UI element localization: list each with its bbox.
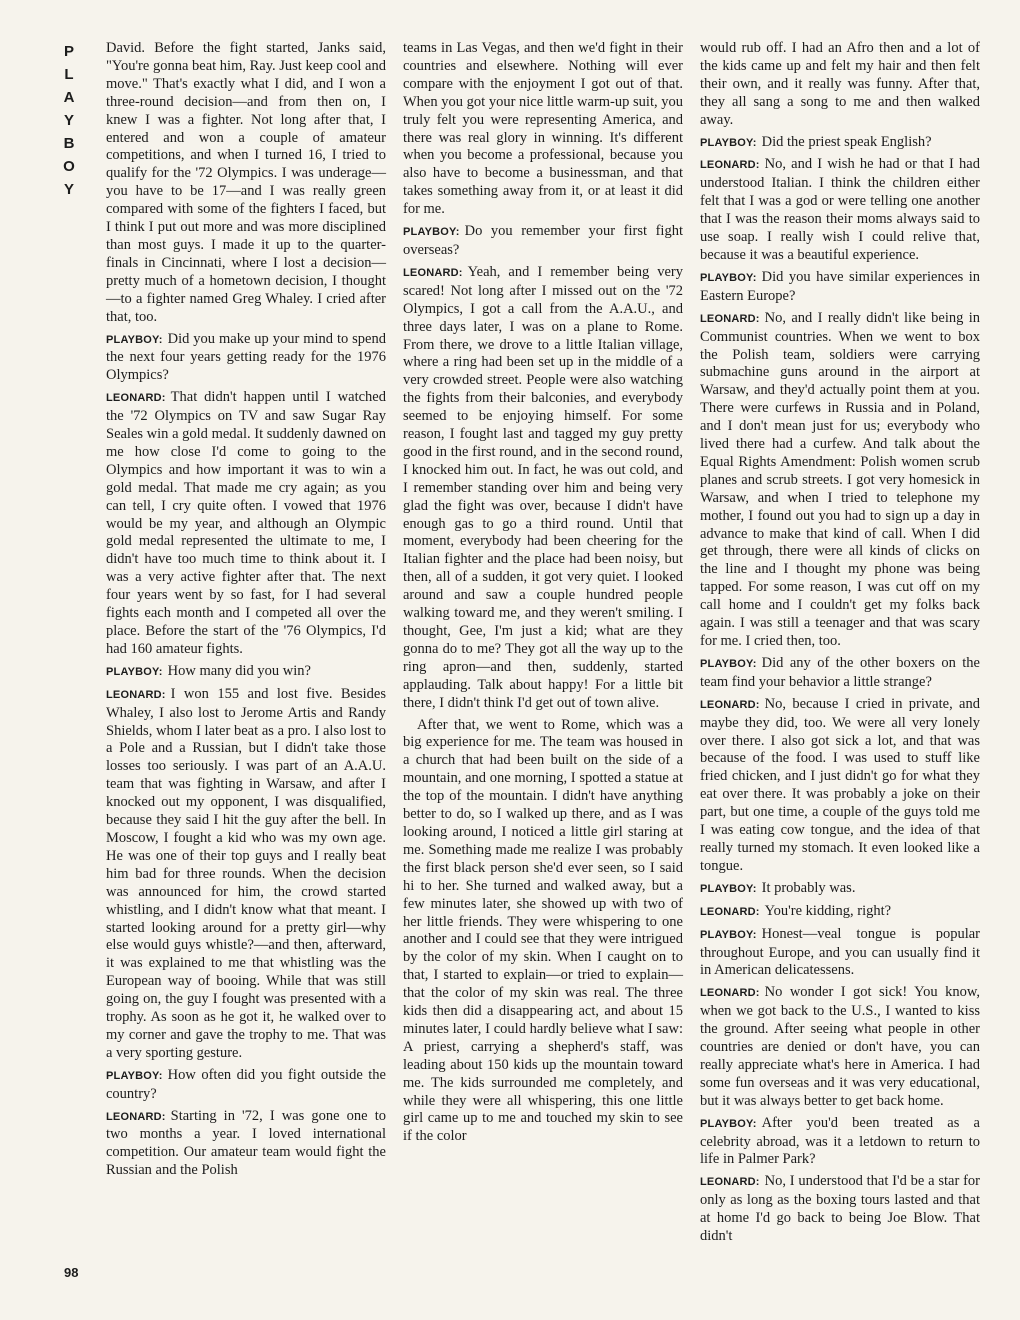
- paragraph-text: No, and I really didn't like being in Communist countries. When we went to box the Polish team, soldiers were carrying submachine guns around in the airport at Warsaw, and they'd actually point them at you. There were curfews in Russia and in Poland, and I don't mean just for us; everybody who lived there had a curfew. And talk about the Equal Rights Amendment: Polish women scrub planes and scrub streets. I got very homesick in Warsaw, and when I tried to telephone my mother, I found out you had to sign up a day in advance to make that kind of call. When I did get through, there were all kinds of clicks on the line and I thought my phone was being tapped. For some reason, I was cut off on my call home and I couldn't get my folks back again. I was still a teenager and that was scary for me. I cried then, too.: [700, 309, 980, 649]
- paragraph: [403, 717, 683, 1147]
- speaker-label: PLAYBOY:: [700, 271, 757, 284]
- paragraph: [700, 984, 980, 1110]
- column-2: [403, 40, 683, 1150]
- page-number: 98: [64, 1265, 79, 1280]
- paragraph-text: It probably was.: [761, 879, 856, 896]
- speaker-label: LEONARD:: [700, 987, 760, 1000]
- paragraph: [106, 40, 386, 327]
- speaker-label: PLAYBOY:: [106, 1069, 163, 1082]
- paragraph-text: I won 155 and lost five. Besides Whaley, I also lost to Jerome Artis and Randy Shields, whom I later beat as a pro. I also lost to a Pole and a Russian, but I didn't take those losses too seriously. I was part of an A.A.U. team that was fighting in Warsaw, and after I knocked out my opponent, I was disqualified, because they said I hit the guy after the bell. In Moscow, I fought a kid who was my own age. He was one of their top guys and I really beat him bad for three rounds. When the decision was announced for him, the crowd started whistling, and I didn't know what that meant. I started looking around for a pretty girl—why else would guys whistle?—and then, afterward, it was explained to me that whistling was the European way of booing. While that was still going on, the guy I fought was presented with a trophy. As soon as he got it, he walked over to my corner and gave the trophy to me. That was a very sporting gesture.: [106, 685, 386, 1061]
- paragraph-text: Honest—veal tongue is popular throughout Europe, and you can usually find it in American delicatessens.: [700, 925, 980, 979]
- speaker-label: PLAYBOY:: [700, 657, 757, 670]
- paragraph-text: Starting in '72, I was gone one to two months a year. I loved international competition. Our amateur team would fight the Russian and the Polish: [106, 1107, 386, 1179]
- speaker-label: LEONARD:: [700, 1176, 760, 1189]
- paragraph-text: Yeah, and I remember being very scared! Not long after I missed out on the '72 Olympics, I got a call from the A.A.U., and three days later, I was on a plane to Rome. From there, we drove to a little Italian village, where a ring had been set up in the middle of a very crowded street. People were also watching the fights from their balconies, and everybody seemed to be enjoying himself. For some reason, I fought last and tagged my guy pretty good in the first round, and in the second round, I knocked him out. In fact, he was out cold, and I remember standing over him and being very glad the fight was over, because I didn't have enough gas to go a third round. Until that moment, everybody had been cheering for the Italian fighter and the place had been noisy, but then, all of a sudden, it got very quiet. I looked around and saw a couple hundred people walking toward me, and they weren't smiling. I thought, Gee, I'm just a kid; what are they gonna do to me? They got all the way up to the ring apron—and then, suddenly, started applauding. Talk about happy! For a little bit there, I didn't think I'd get out of town alive.: [403, 263, 683, 711]
- masthead-letter: O: [63, 158, 75, 175]
- paragraph: [700, 903, 980, 922]
- paragraph: [700, 1115, 980, 1170]
- masthead: [52, 40, 86, 201]
- speaker-label: LEONARD:: [106, 1110, 166, 1123]
- paragraph-text: After you'd been treated as a celebrity abroad, was it a letdown to return to life in Palmer Park?: [700, 1114, 980, 1168]
- paragraph: [700, 696, 980, 876]
- speaker-label: LEONARD:: [700, 159, 760, 172]
- masthead-letter: B: [63, 135, 75, 152]
- paragraph-text: That didn't happen until I watched the '72 Olympics on TV and saw Sugar Ray Seales win a gold medal. It suddenly dawned on me how close I'd come to going to the Olympics and how important it was to win a gold medal. That made me cry again; as you can tell, I cry quite often. I vowed that 1976 would be my year, and although an Olympic gold medal represented the ultimate to me, I didn't have too much time to think about it. I was a very active fighter after that. The next four years went by so fast, for I had several fights each month and I competed all over the place. Before the start of the '76 Olympics, I'd had 160 amateur fights.: [106, 389, 386, 657]
- paragraph: [106, 1108, 386, 1181]
- masthead-letter: Y: [63, 112, 74, 129]
- paragraph-text: Did the priest speak English?: [761, 133, 932, 150]
- paragraph-text: teams in Las Vegas, and then we'd fight in their countries and elsewhere. Nothing will ever compare with the enjoyment I got out of that. When you got your nice little warm-up suit, you truly felt you were representing America, and there was real glory in winning. It's different when you become a professional, because you also have to become a businessman, and that takes something away from it, or at least it did for me.: [403, 40, 683, 218]
- paragraph-text: David. Before the fight started, Janks said, "You're gonna beat him, Ray. Just keep cool and move." That's exactly what I did, and I won a three-round decision—and from then on, I knew I was a fighter. Not long after that, I entered and won a couple of amateur competitions, and when I turned 16, I tried to qualify for the '72 Olympics. I was underage—you have to be 17—and I was really green compared with some of the fighters I faced, but I think I put out more and was more disciplined than most guys. I made it up to the quarter-finals in Cincinnati, where I lost a decision—pretty much of a hometown decision, I thought—to a fighter named Greg Whaley. I cried after that, too.: [106, 40, 386, 325]
- paragraph: [403, 40, 683, 219]
- speaker-label: LEONARD:: [700, 698, 760, 711]
- masthead-letter: P: [63, 43, 74, 60]
- speaker-label: PLAYBOY:: [700, 882, 757, 895]
- paragraph: [700, 156, 980, 264]
- speaker-label: PLAYBOY:: [700, 928, 757, 941]
- paragraph: [106, 1067, 386, 1104]
- speaker-label: PLAYBOY:: [106, 333, 163, 346]
- paragraph: [106, 686, 386, 1063]
- paragraph: [106, 389, 386, 659]
- paragraph: [106, 331, 386, 386]
- paragraph-text: How often did you fight outside the country?: [106, 1066, 386, 1102]
- speaker-label: LEONARD:: [700, 312, 760, 325]
- masthead-letter: A: [63, 89, 75, 106]
- paragraph: [700, 40, 980, 130]
- speaker-label: PLAYBOY:: [700, 136, 757, 149]
- speaker-label: PLAYBOY:: [106, 665, 163, 678]
- paragraph-text: Did you make up your mind to spend the next four years getting ready for the 1976 Olympics?: [106, 330, 386, 384]
- masthead-letter: L: [64, 66, 74, 83]
- paragraph-text: would rub off. I had an Afro then and a lot of the kids came up and felt my hair and then felt their own, and it really was funny. After that, they all sang a song to me and then walked away.: [700, 40, 980, 128]
- speaker-label: LEONARD:: [700, 905, 760, 918]
- paragraph: [700, 269, 980, 306]
- paragraph-text: How many did you win?: [167, 662, 311, 679]
- masthead-letter: Y: [63, 181, 74, 198]
- paragraph: [403, 223, 683, 260]
- paragraph-text: No, I understood that I'd be a star for only as long as the boxing tours lasted and that at home I'd go back to being Joe Blow. That didn't: [700, 1173, 980, 1245]
- column-3: [700, 40, 980, 1250]
- paragraph-text: No wonder I got sick! You know, when we got back to the U.S., I wanted to kiss the ground. After seeing what people in other countries are denied or don't have, you can really appreciate what's here in America. I had some fun overseas and it was very educational, but it was always better to get back home.: [700, 984, 980, 1109]
- paragraph: [700, 880, 980, 899]
- speaker-label: LEONARD:: [106, 688, 166, 701]
- speaker-label: PLAYBOY:: [403, 226, 460, 239]
- paragraph: [700, 655, 980, 692]
- paragraph: [106, 663, 386, 682]
- paragraph: [403, 264, 683, 713]
- paragraph-text: Did any of the other boxers on the team find your behavior a little strange?: [700, 654, 980, 690]
- paragraph-text: Did you have similar experiences in Eastern Europe?: [700, 268, 980, 304]
- paragraph: [700, 1173, 980, 1246]
- paragraph: [700, 926, 980, 981]
- paragraph-text: No, because I cried in private, and maybe they did, too. We were all very lonely over there. I also got sick a lot, and that was because of the food. I was used to stuff like fried chicken, and I just didn't go for what they eat over there. It was probably a joke on their part, but one time, a couple of the guys told me I was eating cow tongue, and the idea of that really turned my stomach. It even looked like a tongue.: [700, 695, 980, 874]
- speaker-label: PLAYBOY:: [700, 1117, 757, 1130]
- paragraph: [700, 310, 980, 651]
- speaker-label: LEONARD:: [106, 392, 166, 405]
- column-1: [106, 40, 386, 1184]
- paragraph-text: You're kidding, right?: [764, 902, 892, 919]
- speaker-label: LEONARD:: [403, 266, 463, 279]
- paragraph-text: Do you remember your first fight overseas?: [403, 223, 683, 258]
- paragraph-text: No, and I wish he had or that I had understood Italian. I think the children either felt that I was a god or were telling one another that I was the reason their moms always said to use soap. I really wish I could relive that, because it was a beautiful experience.: [700, 156, 980, 263]
- paragraph: [700, 134, 980, 153]
- paragraph-text: After that, we went to Rome, which was a big experience for me. The team was housed in a church that had been built on the side of a mountain, and one morning, I spotted a statue at the top of the mountain. I didn't have anything better to do, so I walked up there, and as I was looking around, I noticed a little girl staring at me. Something made me realize I was probably the first black person she'd ever seen, so I said hi to her. She turned and walked away, but a few minutes later, she showed up with two of her little friends. They were whispering to one another and I could see that they were intrigued by the color of my skin. When I caught on to that, I started to explain—or tried to explain—that the color of my skin was real. The three kids then did a disappearing act, and about 15 minutes later, I could hardly believe what I saw: A priest, carrying a shepherd's staff, was leading about 150 kids up the mountain toward me. The kids surrounded me completely, and while they were all whispering, this one little girl came up to me and touched my skin to see if the color: [403, 716, 683, 1145]
